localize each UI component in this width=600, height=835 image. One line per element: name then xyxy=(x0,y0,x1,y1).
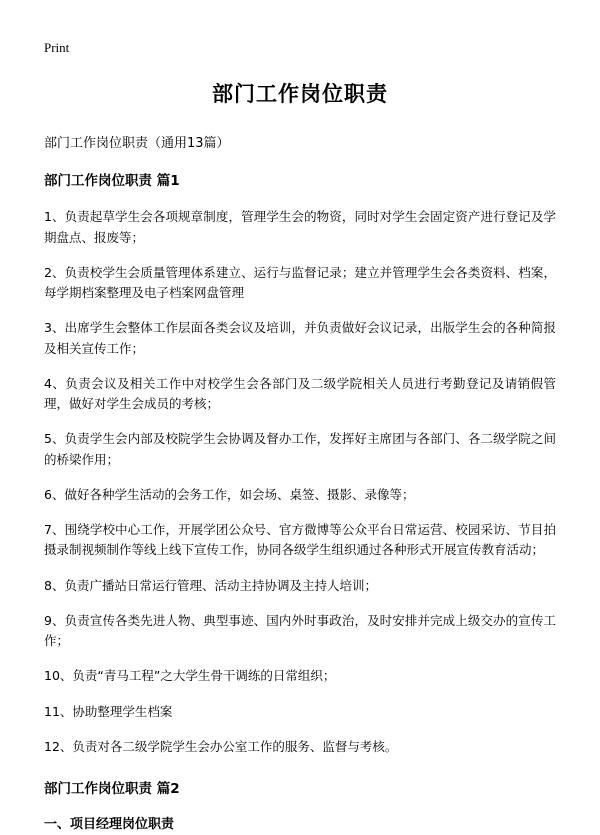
list-item: 10、负责“青马工程”之大学生骨干调练的日常组织； xyxy=(44,668,336,684)
page-title: 部门工作岗位职责 xyxy=(212,81,388,106)
list-item: 12、负责对各二级学院学生会办公室工作的服务、监督与考核。 xyxy=(44,738,398,754)
list-item: 5、负责学生会内部及校院学生会协调及督办工作，发挥好主席团与各部门、各二级学院之间的桥梁作用； xyxy=(44,431,556,467)
list-item: 7、围绕学校中心工作，开展学团公众号、官方微博等公众平台日常运营、校园采访、节目拍摄录制视频制作等线上线下宣传工作，协同各级学生组织通过各种形式开展宣传教育活动； xyxy=(44,522,556,558)
list-item: 8、负责广播站日常运行管理、活动主持协调及主持人培训； xyxy=(44,577,377,593)
section-heading-1: 部门工作岗位职责 篇1 xyxy=(44,173,180,190)
list-item: 3、出席学生会整体工作层面各类会议及培训，并负责做好会议记录，出版学生会的各种简报及相关宣传工作； xyxy=(44,320,556,356)
section-heading-2: 部门工作岗位职责 篇2 xyxy=(44,781,180,798)
list-item: 1、负责起草学生会各项规章制度，管理学生会的物资，同时对学生会固定资产进行登记及学期盘点、报废等； xyxy=(44,209,556,245)
list-item: 9、负责宣传各类先进人物、典型事迹、国内外时事政治，及时安排并完成上级交办的宣传工作； xyxy=(44,612,556,649)
print-button[interactable]: Print xyxy=(44,40,70,55)
subsection-heading: 一、项目经理岗位职责 xyxy=(44,817,175,833)
list-item: 11、协助整理学生档案 xyxy=(44,703,173,719)
document-subtitle: 部门工作岗位职责（通用13篇） xyxy=(44,135,230,151)
list-item: 4、负责会议及相关工作中对校学生会各部门及二级学院相关人员进行考勤登记及请销假管理，做好对学生会成员的考核； xyxy=(44,375,556,412)
list-item: 6、做好各种学生活动的会务工作，如会场、桌签、摄影、录像等； xyxy=(44,486,415,502)
list-item: 2、负责校学生会质量管理体系建立、运行与监督记录；建立并管理学生会各类资料、档案，每学期档案整理及电子档案网盘管理 xyxy=(44,264,556,301)
